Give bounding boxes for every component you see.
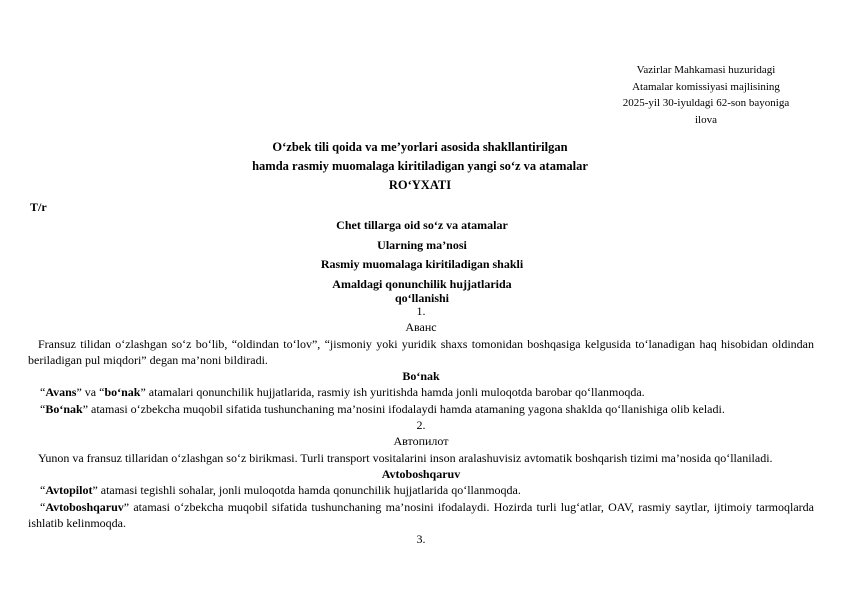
- quote-mark: “: [40, 483, 46, 498]
- column-header-meaning: Ularning ma’nosi: [377, 237, 467, 252]
- entries-list: [28, 303, 814, 547]
- usage-paragraph-1: [28, 482, 814, 498]
- approval-line-3: 2025-yil 30-iyuldagi 62-son bayoniga: [622, 97, 790, 109]
- number-column-label: T/r: [30, 200, 47, 214]
- foreign-term: Автопилот: [393, 434, 449, 449]
- approval-line-2: Atamalar komissiyasi majlisining: [632, 80, 780, 93]
- usage-paragraph-2: [28, 499, 814, 532]
- title-line-3: RO‘YXATI: [388, 178, 452, 192]
- entry-number: 2.: [416, 418, 426, 433]
- quote-mark: “: [40, 401, 46, 416]
- usage-text: ” atamasi tegishli sohalar, jonli muloqotda hamda qonunchilik hujjatlarida qo‘llanmoqda.: [92, 483, 521, 498]
- approval-line-1: Vazirlar Mahkamasi huzuridagi: [636, 64, 776, 76]
- term-bold: bo‘nak: [104, 385, 141, 400]
- term-bold: Bo‘nak: [45, 401, 83, 416]
- quote-mark: “: [40, 385, 46, 400]
- term-bold: Avans: [45, 385, 77, 400]
- connector-text: ” va “: [76, 385, 105, 400]
- column-header-foreign-term: Chet tillarga oid so‘z va atamalar: [336, 218, 508, 232]
- column-header-official-form: Rasmiy muomalaga kiritiladigan shakli: [320, 257, 524, 271]
- quote-mark: “: [40, 499, 46, 514]
- term-meaning: Fransuz tilidan o‘zlashgan so‘z bo‘lib, “oldindan to‘lov”, “jismoniy yoki yuridik shaxs tomonidan boshqasiga kelgusida to‘lanadigan haq hisobidan oldindan beriladigan pul miqdori” degan ma’noni bildiradi.: [28, 336, 814, 367]
- approval-line-4: ilova: [695, 113, 717, 126]
- entry-3: [28, 531, 814, 547]
- usage-paragraph-2: [28, 401, 814, 417]
- entry-number: 1.: [416, 304, 426, 318]
- usage-text: ” atamalari qonunchilik hujjatlarida, rasmiy ish yuritishda hamda jonli muloqotda barobar qo‘llanmoqda.: [140, 385, 645, 400]
- column-header-usage-line-1: Amaldagi qonunchilik hujjatlarida: [332, 276, 512, 291]
- foreign-term: Аванс: [405, 320, 437, 335]
- term-bold: Avtopilot: [45, 483, 93, 498]
- title-line-1: O‘zbek tili qoida va me’yorlari asosida shakllantirilgan: [272, 140, 568, 154]
- approval-note: [600, 62, 812, 128]
- entry-number: 3.: [416, 532, 426, 547]
- document-title: [120, 138, 720, 195]
- table-header: [260, 216, 584, 305]
- usage-text: ” atamasi o‘zbekcha muqobil sifatida tushunchaning ma’nosini ifodalaydi. Hozirda turli lug‘atlar, OAV, rasmiy saytlar, ijtimoiy tarmoqlarda ishlatib kelinmoqda.: [28, 499, 814, 530]
- entry-2: [28, 417, 814, 531]
- term-meaning: Yunon va fransuz tillaridan o‘zlashgan so‘z birikmasi. Turli transport vositalarini inson aralashuvisiz avtomatik boshqarish tizimi ma’nosida qo‘llaniladi.: [38, 450, 773, 465]
- title-line-2: hamda rasmiy muomalaga kiritiladigan yangi so‘z va atamalar: [252, 159, 588, 173]
- usage-paragraph-1: [28, 384, 814, 400]
- column-header-usage: [260, 277, 584, 305]
- usage-text: ” atamasi o‘zbekcha muqobil sifatida tushunchaning ma’nosini ifodalaydi hamda atamaning yagona shaklda qo‘llanishiga olib keladi.: [82, 401, 725, 416]
- term-bold: Avtoboshqaruv: [45, 499, 124, 514]
- official-form: Bo‘nak: [402, 369, 440, 384]
- entry-1: [28, 303, 814, 417]
- official-form: Avtoboshqaruv: [381, 466, 461, 481]
- column-header-usage-line-2: qo‘llanishi: [394, 290, 450, 305]
